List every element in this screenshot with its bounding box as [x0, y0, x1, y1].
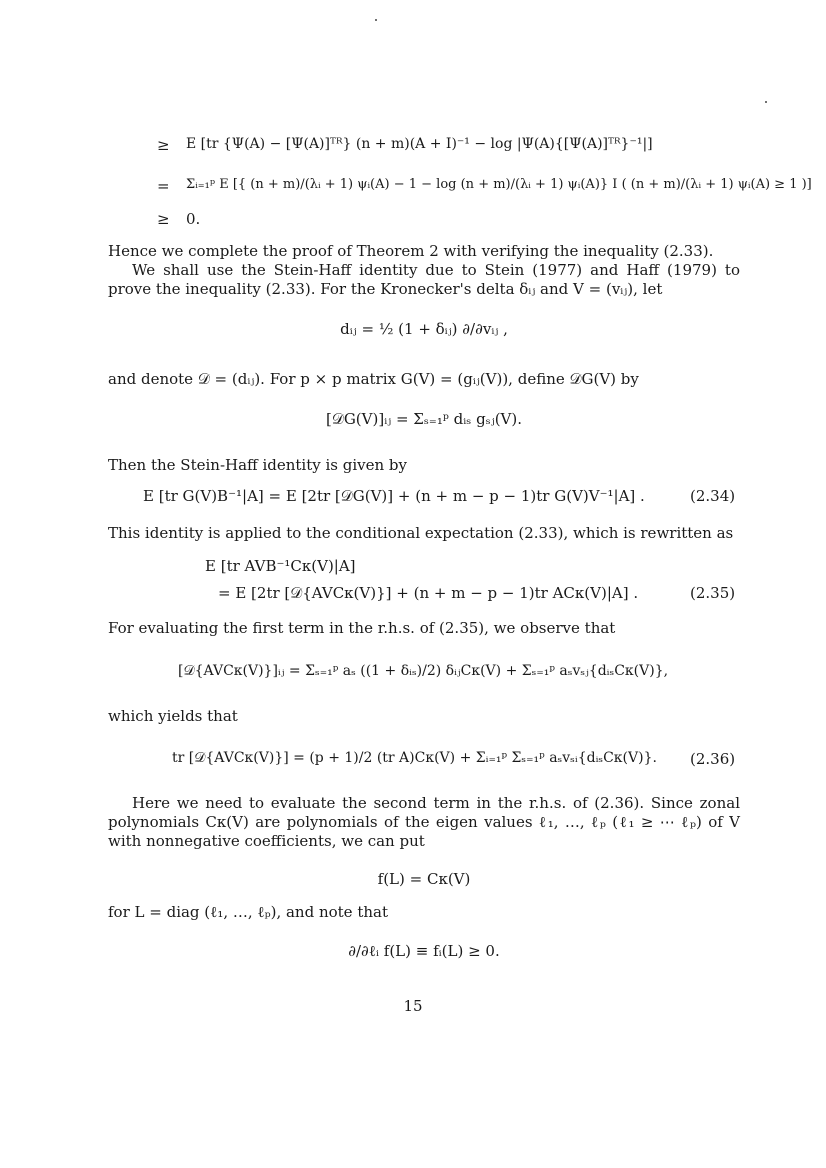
equation-number-2-36: (2.36)	[690, 750, 736, 768]
equation-2-35-lhs: E [tr AVB⁻¹Cκ(V)|A]	[205, 557, 356, 575]
paragraph-zonal: Here we need to evaluate the second term in the r.h.s. of (2.36). Since zonal polynomials Cκ(V) are polynomials of the eigen values ℓ₁, …, ℓₚ (ℓ₁ ≥ ⋯ ℓₚ) of V with nonnegative coefficients, we can put	[108, 794, 740, 850]
equation-number-2-34: (2.34)	[690, 487, 736, 505]
equation-number-2-35: (2.35)	[690, 584, 736, 602]
equation-DG: [𝒟G(V)]ᵢⱼ = Σₛ₌₁ᵖ dᵢₛ gₛⱼ(V).	[326, 410, 522, 428]
equation-line-3: 0.	[186, 210, 201, 228]
page-number: 15	[403, 997, 423, 1015]
scan-speck	[765, 101, 767, 103]
equation-2-36: tr [𝒟{AVCκ(V)}] = (p + 1)/2 (tr A)Cκ(V) + Σᵢ₌₁ᵖ Σₛ₌₁ᵖ aₛvₛᵢ{dᵢₛCκ(V)}.	[172, 750, 657, 766]
paragraph-identity-intro: Then the Stein-Haff identity is given by	[108, 456, 408, 474]
equation-observe: [𝒟{AVCκ(V)}]ᵢⱼ = Σₛ₌₁ᵖ aₛ ((1 + δᵢₛ)/2) δᵢⱼCκ(V) + Σₛ₌₁ᵖ aₛvₛⱼ{dᵢₛCκ(V)},	[178, 663, 669, 679]
equation-fL: f(L) = Cκ(V)	[377, 870, 471, 888]
paragraph-first-term: For evaluating the first term in the r.h.s. of (2.35), we observe that	[108, 619, 616, 637]
paragraph-applied: This identity is applied to the conditional expectation (2.33), which is rewritten as	[108, 524, 734, 542]
equation-dij: dᵢⱼ = ½ (1 + δᵢⱼ) ∂/∂vᵢⱼ ,	[340, 320, 508, 338]
scan-speck	[375, 19, 377, 21]
paragraph-note: for L = diag (ℓ₁, …, ℓₚ), and note that	[108, 903, 388, 921]
relation-geq: ≥	[157, 210, 170, 228]
equation-2-35-rhs: = E [2tr [𝒟{AVCκ(V)}] + (n + m − p − 1)tr ACκ(V)|A] .	[218, 584, 639, 602]
paragraph-stein-haff-intro: We shall use the Stein-Haff identity due to Stein (1977) and Haff (1979) to prove the inequality (2.33). For the Kronecker's delta δᵢⱼ and V = (vᵢⱼ), let	[108, 261, 740, 298]
equation-2-34: E [tr G(V)B⁻¹|A] = E [2tr [𝒟G(V)] + (n + m − p − 1)tr G(V)V⁻¹|A] .	[143, 487, 645, 505]
paragraph-define-operator: and denote 𝒟 = (dᵢⱼ). For p × p matrix G(V) = (gᵢⱼ(V)), define 𝒟G(V) by	[108, 370, 639, 388]
paragraph-proof-complete: Hence we complete the proof of Theorem 2 with verifying the inequality (2.33).	[108, 242, 714, 260]
equation-derivative: ∂/∂ℓᵢ f(L) ≡ fᵢ(L) ≥ 0.	[348, 942, 500, 960]
paragraph-yields: which yields that	[108, 707, 238, 725]
equation-line-2: Σᵢ₌₁ᵖ E [{ (n + m)/(λᵢ + 1) ψᵢ(A) − 1 − log (n + m)/(λᵢ + 1) ψᵢ(A)} I ( (n + m)/(λᵢ + 1) ψᵢ(A) ≥ 1 )]	[186, 177, 812, 192]
relation-geq: ≥	[157, 136, 170, 154]
equation-line-1: E [tr {Ψ(A) − [Ψ(A)]ᵀᴿ} (n + m)(A + I)⁻¹ − log |Ψ(A){[Ψ(A)]ᵀᴿ}⁻¹|]	[186, 136, 653, 152]
relation-eq: =	[157, 177, 170, 195]
